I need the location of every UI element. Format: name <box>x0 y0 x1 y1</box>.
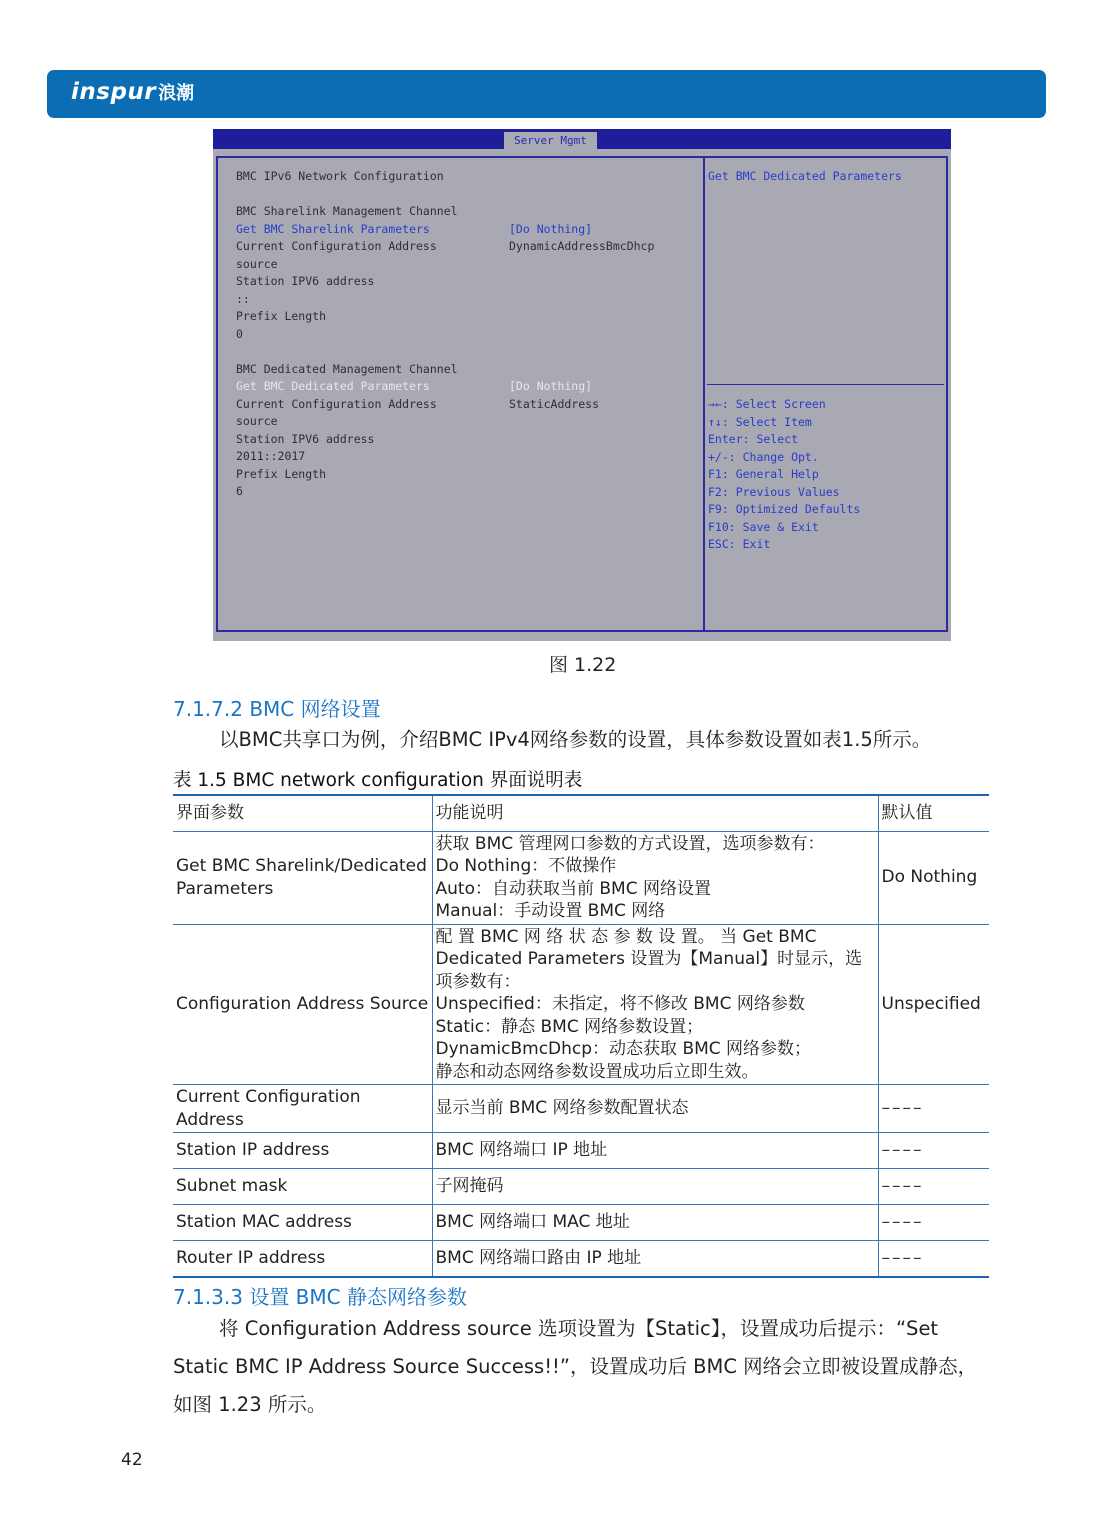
bios-key-help-line: ESC: Exit <box>708 537 771 551</box>
desc-cell <box>432 924 878 1085</box>
default-cell: –––– <box>878 1085 989 1133</box>
figure-caption: 图 1.22 <box>549 654 617 676</box>
default-cell: Do Nothing <box>878 831 989 924</box>
bios-setting-label[interactable]: Get BMC Dedicated Parameters <box>236 379 430 393</box>
page-number: 42 <box>121 1450 143 1470</box>
table-row <box>173 924 989 1085</box>
desc-line: Auto：自动获取当前 BMC 网络设置 <box>435 878 711 899</box>
default-cell: –––– <box>878 1241 989 1277</box>
bios-setting-label: source <box>236 256 278 271</box>
bmc-config-table <box>173 794 989 1278</box>
paragraph-text: 将 Configuration Address source 选项设置为【Static】，设置成功后提示：“Set Static BMC IP Address Source Success!!”，设置成功后 BMC 网络会立即被设置成静态，如图 1.23 所示。 <box>173 1317 978 1416</box>
bios-title-bar <box>213 129 951 149</box>
bios-key-help-line: F9: Optimized Defaults <box>708 502 861 516</box>
table-row <box>173 1169 989 1205</box>
bios-setting-label: 2011::2017 <box>236 449 306 463</box>
desc-line: Manual：手动设置 BMC 网络 <box>435 901 666 921</box>
desc-line: 获取 BMC 管理网口参数的方式设置，选项参数有： <box>435 833 825 854</box>
table-row <box>173 831 989 924</box>
bios-setting-value: DynamicAddressBmcDhcp <box>509 239 655 253</box>
bios-help-title: Get BMC Dedicated Parameters <box>708 169 902 183</box>
table-row <box>173 1085 989 1133</box>
desc-cell <box>432 1169 878 1205</box>
table-row <box>173 1133 989 1169</box>
bios-setting-label: Current Configuration Address <box>236 396 437 411</box>
param-cell: Station IP address <box>173 1133 432 1169</box>
bios-setting-value[interactable]: [Do Nothing] <box>509 221 593 236</box>
bios-key-help-line: F10: Save & Exit <box>708 519 819 534</box>
param-cell: Subnet mask <box>173 1169 432 1205</box>
table-header-cell: 界面参数 <box>173 795 432 831</box>
desc-cell <box>432 1133 878 1169</box>
bios-setting-label: Station IPV6 address <box>236 431 375 446</box>
bios-help-separator <box>707 384 944 385</box>
bios-setting-label: Prefix Length <box>236 466 327 481</box>
bios-tab-server-mgmt[interactable]: Server Mgmt <box>504 132 597 149</box>
logo-text-cn: 浪潮 <box>158 83 195 104</box>
logo-text-en: inspur <box>71 79 157 105</box>
desc-line: DynamicBmcDhcp：动态获取 BMC 网络参数； <box>435 1039 812 1059</box>
bios-setting-label: Station IPV6 address <box>236 274 375 288</box>
bios-setting-value[interactable]: [Do Nothing] <box>509 379 593 393</box>
section-heading-static: 7.1.3.3 设置 BMC 静态网络参数 <box>173 1285 467 1309</box>
param-cell: Station MAC address <box>173 1205 432 1241</box>
table-title: 表 1.5 BMC network configuration 界面说明表 <box>173 770 583 791</box>
param-cell: Router IP address <box>173 1241 432 1277</box>
bios-setting-label: BMC Dedicated Management Channel <box>236 361 458 376</box>
section-paragraph-1 <box>173 721 993 759</box>
header-banner <box>47 70 1046 118</box>
bios-key-help-line: +/-: Change Opt. <box>708 449 819 464</box>
bios-key-help-line: F2: Previous Values <box>708 484 840 499</box>
desc-line: Static：静态 BMC 网络参数设置； <box>435 1016 704 1037</box>
table-header-row <box>173 795 989 831</box>
paragraph-text: 以BMC共享口为例，介绍BMC IPv4网络参数的设置，具体参数设置如表1.5所示。 <box>219 728 932 751</box>
inspur-logo <box>71 79 194 105</box>
desc-line: 配 置 BMC 网 络 状 态 参 数 设 置。 当 Get BMC <box>435 926 817 947</box>
bios-setting-label: source <box>236 414 278 428</box>
bios-screenshot <box>213 129 951 641</box>
section-paragraph-2 <box>173 1310 993 1424</box>
param-cell: Current Configuration Address <box>173 1085 432 1133</box>
desc-line: BMC 网络端口 IP 地址 <box>435 1140 608 1161</box>
param-cell: Configuration Address Source <box>173 924 432 1085</box>
bios-key-help-line: ↑↓: Select Item <box>708 414 812 429</box>
desc-line: BMC 网络端口 MAC 地址 <box>435 1212 630 1233</box>
default-cell: –––– <box>878 1169 989 1205</box>
table-row <box>173 1241 989 1277</box>
bios-key-help-line: F1: General Help <box>708 467 819 481</box>
bios-setting-label: 0 <box>236 326 243 341</box>
bios-key-help-line: Enter: Select <box>708 432 799 446</box>
table-header-cell: 默认值 <box>878 795 989 831</box>
default-cell: Unspecified <box>878 924 989 1085</box>
desc-line: BMC 网络端口路由 IP 地址 <box>435 1248 642 1268</box>
desc-line: 静态和动态网络参数设置成功后立即生效。 <box>435 1061 759 1082</box>
bios-setting-label: :: <box>236 291 250 306</box>
table-row <box>173 1205 989 1241</box>
desc-cell <box>432 831 878 924</box>
bios-setting-label[interactable]: Get BMC Sharelink Parameters <box>236 221 430 236</box>
bios-setting-label: 6 <box>236 484 243 498</box>
bios-key-help-line: →←: Select Screen <box>708 397 826 411</box>
default-cell: –––– <box>878 1133 989 1169</box>
desc-line: Dedicated Parameters 设置为【Manual】时显示，选 <box>435 949 863 969</box>
param-cell: Get BMC Sharelink/Dedicated Parameters <box>173 831 432 924</box>
bios-setting-value: StaticAddress <box>509 396 600 411</box>
desc-line: 显示当前 BMC 网络参数配置状态 <box>435 1098 689 1119</box>
table-header-cell: 功能说明 <box>432 795 878 831</box>
bios-setting-label: Current Configuration Address <box>236 239 437 253</box>
bios-setting-label: Prefix Length <box>236 309 327 323</box>
desc-line: 项参数有： <box>435 971 521 992</box>
desc-line: Do Nothing：不做操作 <box>435 856 617 876</box>
desc-cell <box>432 1205 878 1241</box>
desc-cell <box>432 1085 878 1133</box>
bios-setting-label: BMC Sharelink Management Channel <box>236 204 458 218</box>
section-heading-bmc-network: 7.1.7.2 BMC 网络设置 <box>173 697 381 721</box>
desc-line: Unspecified：未指定，将不修改 BMC 网络参数 <box>435 994 805 1014</box>
desc-cell <box>432 1241 878 1277</box>
bios-divider <box>703 156 705 632</box>
desc-line: 子网掩码 <box>435 1176 504 1197</box>
bios-setting-label: BMC IPv6 Network Configuration <box>236 169 444 183</box>
default-cell: –––– <box>878 1205 989 1241</box>
